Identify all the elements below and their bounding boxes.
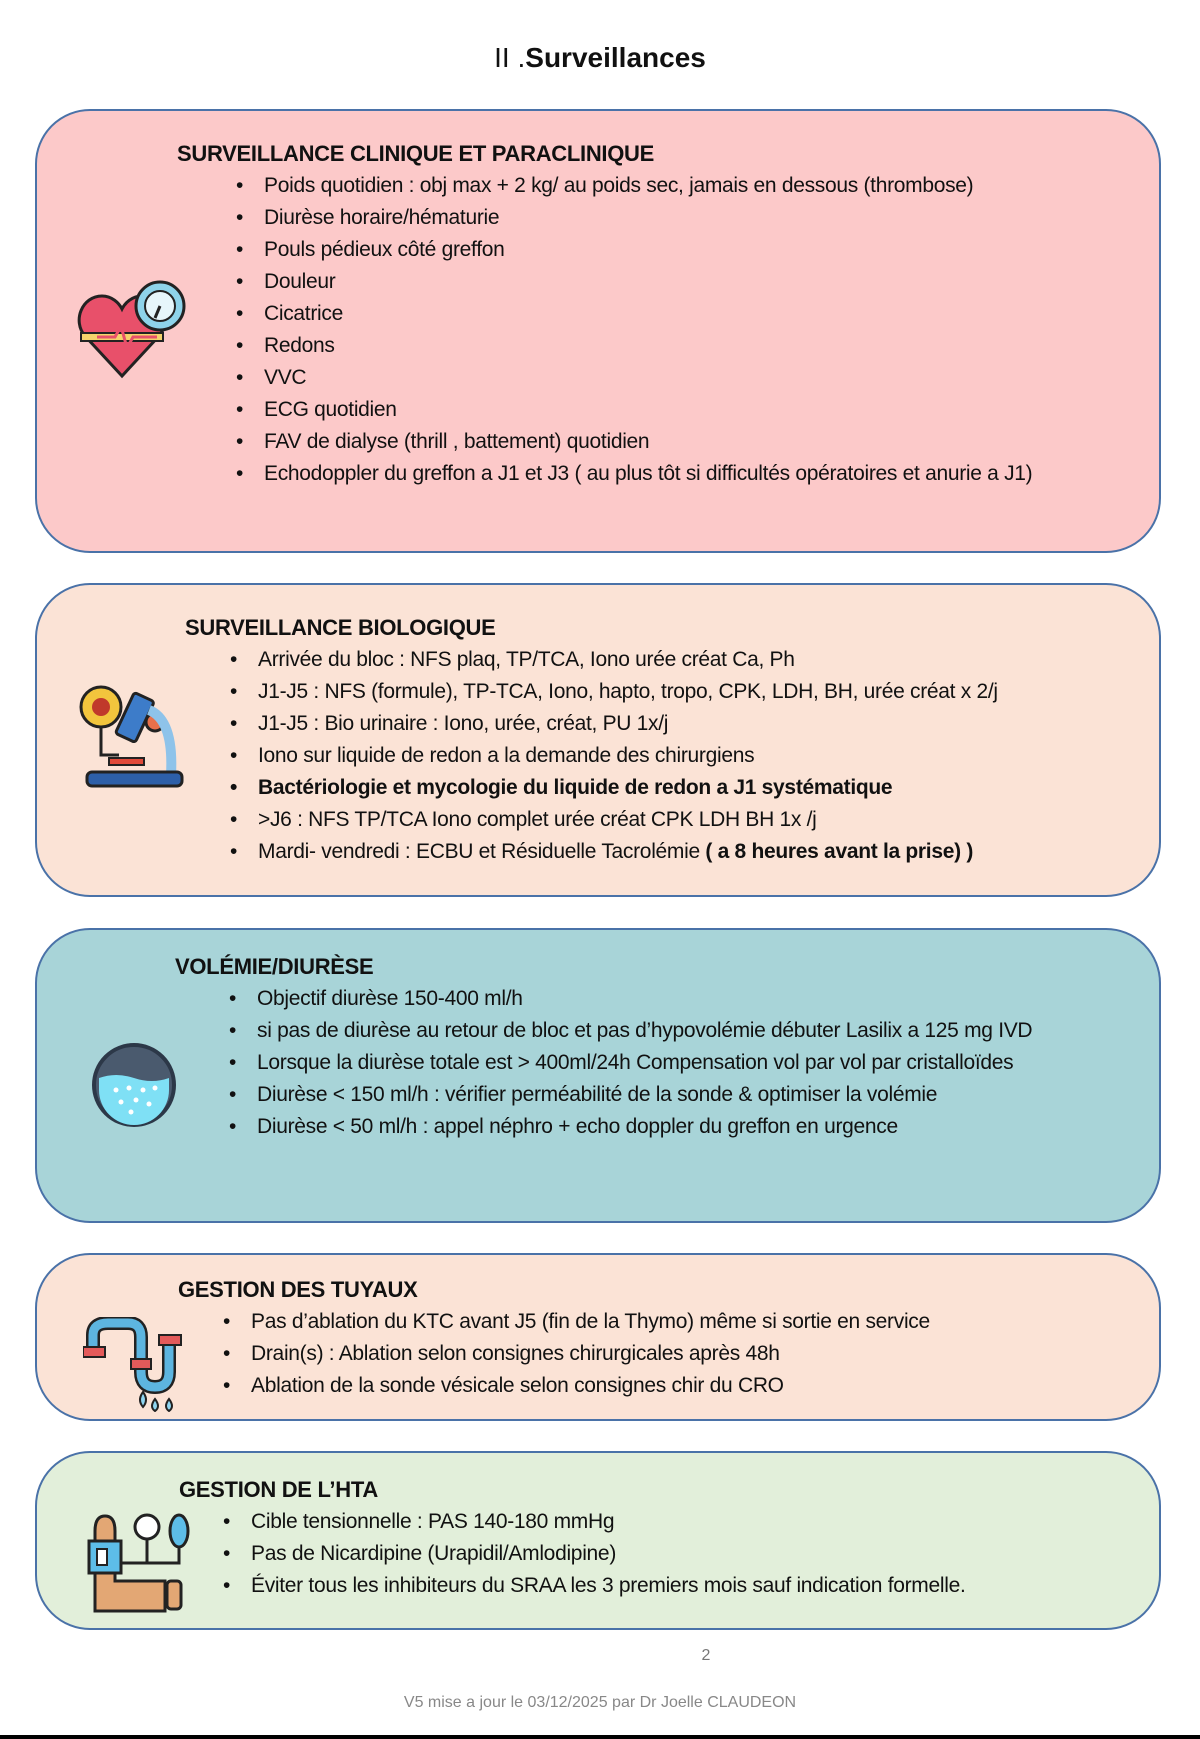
list-item: • si pas de diurèse au retour de bloc et pas d’hypovolémie débuter Lasilix a 125 mg IVD: [257, 1015, 1117, 1047]
list-item: • >J6 : NFS TP/TCA Iono complet urée créat CPK LDH BH 1x /j: [258, 804, 1138, 836]
heart-gauge-icon: [77, 276, 192, 386]
bullet-list: [264, 170, 1124, 490]
section-heading: GESTION DES TUYAUX: [178, 1277, 418, 1302]
list-item: • J1-J5 : Bio urinaire : Iono, urée, créat, PU 1x/j: [258, 708, 1138, 740]
section-heading: GESTION DE L’HTA: [179, 1477, 378, 1502]
list-item: • Objectif diurèse 150-400 ml/h: [257, 983, 1137, 1015]
list-item: • Douleur: [264, 266, 1124, 298]
bullet-list: [258, 644, 1138, 868]
list-item: • Poids quotidien : obj max + 2 kg/ au poids sec, jamais en dessous (thrombose): [264, 170, 1124, 202]
list-item: • Éviter tous les inhibiteurs du SRAA les 3 premiers mois sauf indication formelle.: [251, 1570, 1151, 1602]
bullet-list: [257, 983, 1137, 1143]
section-heading: SURVEILLANCE CLINIQUE ET PARACLINIQUE: [177, 141, 655, 166]
list-item: [258, 836, 1138, 868]
section-hypertension: [35, 1451, 1161, 1630]
section-tubes: [35, 1253, 1161, 1421]
microscope-icon: [79, 680, 189, 790]
section-clinical: [35, 109, 1161, 553]
list-item: • Cible tensionnelle : PAS 140-180 mmHg: [251, 1506, 1151, 1538]
bullet-list: [251, 1306, 1151, 1402]
list-item: • Redons: [264, 330, 1124, 362]
list-item: • Drain(s) : Ablation selon consignes chirurgicales après 48h: [251, 1338, 1151, 1370]
list-item: • Arrivée du bloc : NFS plaq, TP/TCA, Iono urée créat Ca, Ph: [258, 644, 1138, 676]
list-item: • Cicatrice: [264, 298, 1124, 330]
title-prefix: II .: [494, 42, 526, 73]
list-item: • Iono sur liquide de redon a la demande des chirurgiens: [258, 740, 1138, 772]
footer-text: V5 mise a jour le 03/12/2025 par Dr Joelle CLAUDEON: [403, 1694, 797, 1711]
bottom-divider: [0, 1735, 1200, 1739]
section-biology: [35, 583, 1161, 897]
list-item: • Pas d’ablation du KTC avant J5 (fin de la Thymo) même si sortie en service: [251, 1306, 1151, 1338]
list-item: • Diurèse < 150 ml/h : vérifier perméabilité de la sonde & optimiser la volémie: [257, 1079, 1137, 1111]
list-item: • Echodoppler du greffon a J1 et J3 ( au plus tôt si difficultés opératoires et anurie a J1): [264, 458, 1084, 490]
list-item: • Pouls pédieux côté greffon: [264, 234, 1124, 266]
list-item-text: Mardi- vendredi : ECBU et Résiduelle Tacrolémie: [258, 840, 706, 863]
list-item: • ECG quotidien: [264, 394, 1124, 426]
list-item: • Lorsque la diurèse totale est > 400ml/24h Compensation vol par vol par cristalloïdes: [257, 1047, 1057, 1079]
section-heading: VOLÉMIE/DIURÈSE: [175, 954, 374, 979]
section-volemia: [35, 928, 1161, 1223]
list-item-bold-text: ( a 8 heures avant la prise) ): [705, 840, 974, 863]
blood-pressure-cuff-icon: [85, 1511, 195, 1616]
list-item: • J1-J5 : NFS (formule), TP-TCA, Iono, hapto, tropo, CPK, LDH, BH, urée créat x 2/j: [258, 676, 1138, 708]
list-item: • Ablation de la sonde vésicale selon consignes chir du CRO: [251, 1370, 1151, 1402]
list-item: • VVC: [264, 362, 1124, 394]
pipe-icon: [83, 1317, 193, 1412]
list-item: • FAV de dialyse (thrill , battement) quotidien: [264, 426, 1124, 458]
bullet-list: [251, 1506, 1151, 1602]
page-title: [0, 42, 1200, 74]
list-item: • Diurèse < 50 ml/h : appel néphro + echo doppler du greffon en urgence: [257, 1111, 1137, 1143]
water-drop-bowl-icon: [91, 1042, 177, 1128]
page-number: 2: [701, 1647, 711, 1664]
list-item: • Bactériologie et mycologie du liquide de redon a J1 systématique: [258, 772, 1138, 804]
title-main: Surveillances: [525, 42, 706, 73]
list-item: • Diurèse horaire/hématurie: [264, 202, 1124, 234]
section-heading: SURVEILLANCE BIOLOGIQUE: [185, 615, 496, 640]
list-item: • Pas de Nicardipine (Urapidil/Amlodipine): [251, 1538, 1151, 1570]
